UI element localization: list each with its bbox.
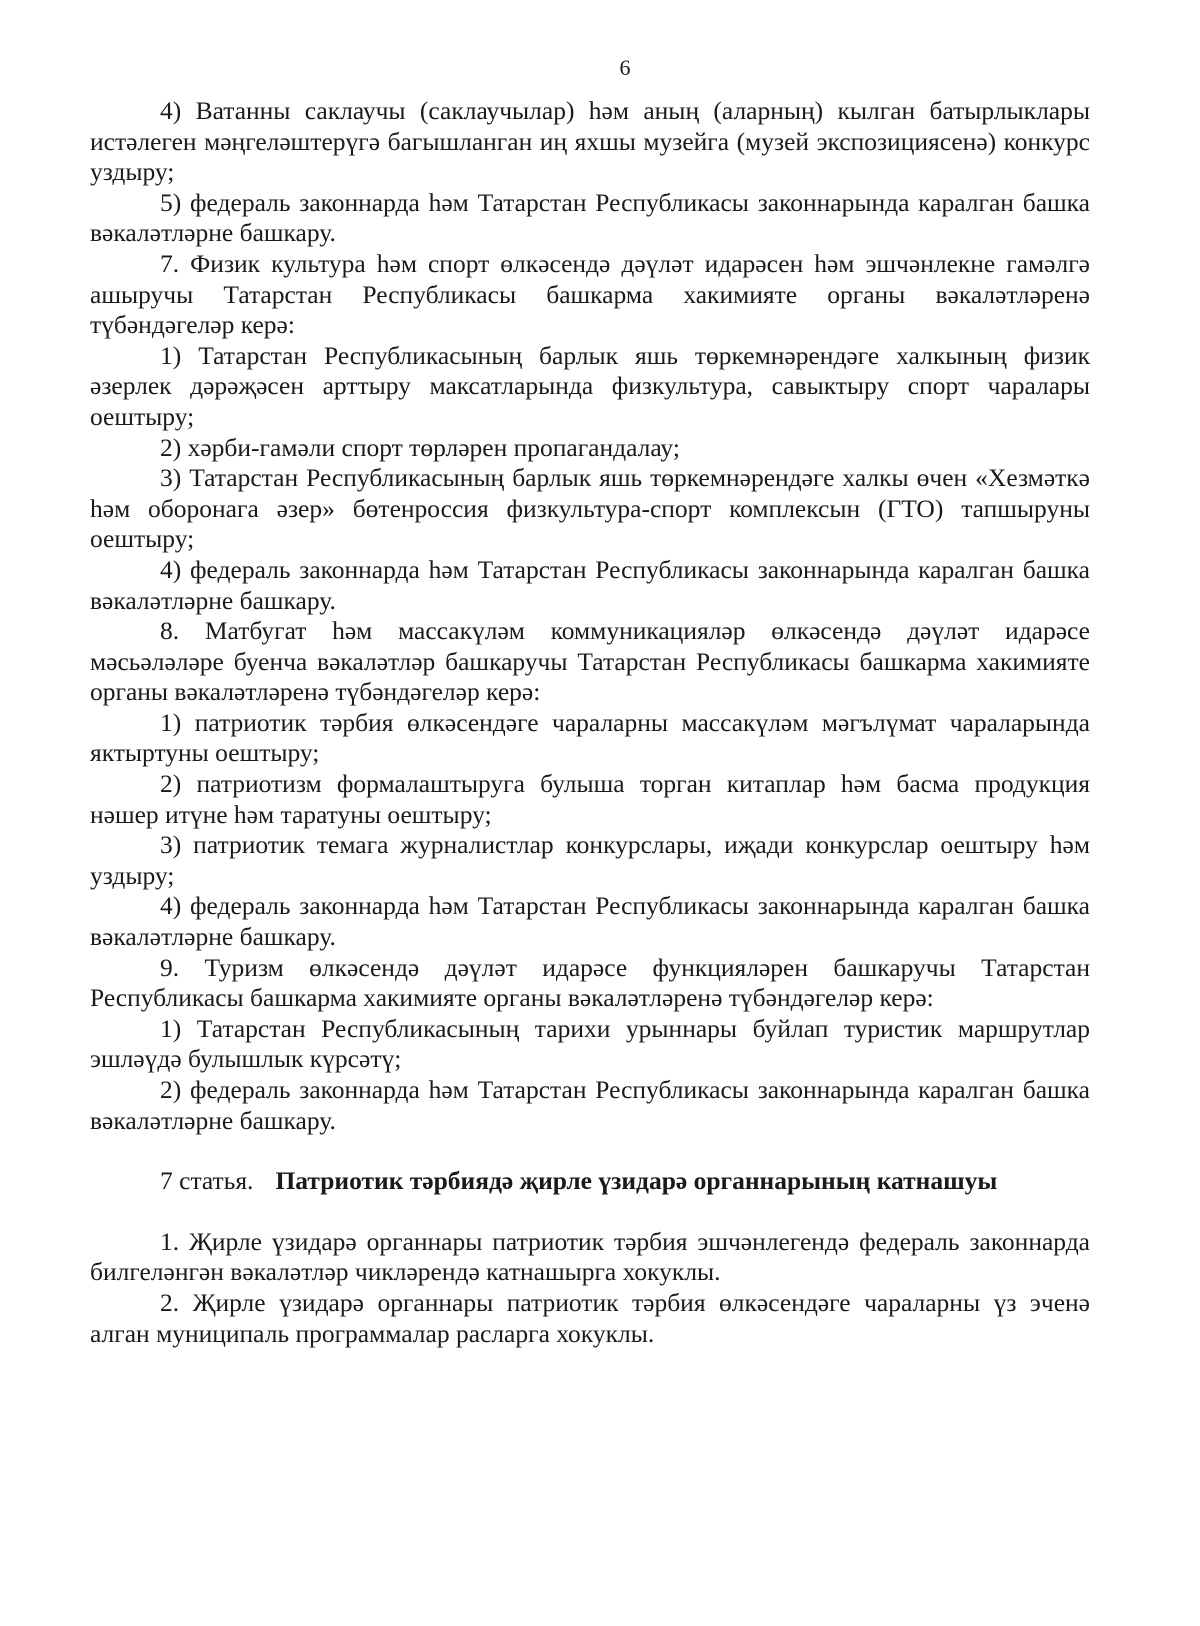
paragraph: 4) федераль законнарда һәм Татарстан Республикасы законнарында каралган башка вәкаләтләрне башкару. xyxy=(90,891,1090,952)
paragraph: 2) хәрби-гамәли спорт төрләрен пропагандалау; xyxy=(160,432,680,462)
paragraph: 2) федераль законнарда һәм Татарстан Республикасы законнарында каралган башка вәкаләтләрне башкару. xyxy=(90,1075,1090,1135)
paragraph: 7. Физик культура һәм спорт өлкәсендә дәүләт идарәсен һәм эшчәнлекне гамәлгә ашыручы Татарстан Республикасы башкарма хакимияте органы вәкаләтләренә түбәндәгеләр керә: xyxy=(90,248,1090,340)
article-number: 7 статья. xyxy=(160,1166,254,1196)
paragraph: 1) Татарстан Республикасының барлык яшь төркемнәрендәге халкының физик әзерлек дәрәҗәсен арттыру максатларында физкультура, савыктыру спорт чаралары оештыру; xyxy=(90,340,1090,431)
paragraph: 2) патриотизм формалаштыруга булыша торган китаплар һәм басма продукция нәшер итүне һәм таратуны оештыру; xyxy=(90,769,1090,829)
page-number: 6 xyxy=(619,55,631,80)
paragraph: 1) патриотик тәрбия өлкәсендәге чараларны массакүләм мәгълүмат чараларында яктыртуны оештыру; xyxy=(90,707,1090,768)
article-title: Патриотик тәрбиядә җирле үзидарә органнарының катнашуы xyxy=(275,1166,998,1196)
paragraph: 3) патриотик темага журналистлар конкурслары, иҗади конкурслар оештыру һәм уздыру; xyxy=(90,830,1090,890)
document-body xyxy=(90,96,1090,1349)
paragraph: 5) федераль законнарда һәм Татарстан Республикасы законнарында каралган башка вәкаләтләрне башкару. xyxy=(90,187,1090,248)
paragraph: 4) Ватанны саклаучы (саклаучылар) һәм аның (аларның) кылган батырлыклары истәлеген мәңгеләштерүгә багышланган иң яхшы музейга (музей экспозициясенә) конкурс уздыру; xyxy=(90,96,1090,187)
paragraph: 4) федераль законнарда һәм Татарстан Республикасы законнарында каралган башка вәкаләтләрне башкару. xyxy=(90,554,1090,615)
paragraph: 1. Җирле үзидарә органнары патриотик тәрбия эшчәнлегендә федераль законнарда билгеләнгән вәкаләтләр чикләрендә катнашырга хокуклы. xyxy=(90,1226,1090,1287)
paragraph: 3) Татарстан Республикасының барлык яшь төркемнәрендәге халкы өчен «Хезмәткә һәм оборонага әзер» бөтенроссия физкультура-спорт комплексын (ГТО) тапшыруны оештыру; xyxy=(90,463,1090,554)
article-heading xyxy=(90,1166,1090,1197)
paragraph: 1) Татарстан Республикасының тарихи урыннары буйлап туристик маршрутлар эшләүдә булышлык күрсәтү; xyxy=(90,1013,1090,1074)
paragraph: 2. Җирле үзидарә органнары патриотик тәрбия өлкәсендәге чараларны үз эченә алган муниципаль программалар расларга хокуклы. xyxy=(90,1287,1090,1348)
paragraph: 9. Туризм өлкәсендә дәүләт идарәсе функцияләрен башкаручы Татарстан Республикасы башкарма хакимияте органы вәкаләтләренә түбәндәгеләр керә: xyxy=(90,952,1090,1013)
paragraph: 8. Матбугат һәм массакүләм коммуникацияләр өлкәсендә дәүләт идарәсе мәсьәләләре буенча вәкаләтләр башкаручы Татарстан Республикасы башкарма хакимияте органы вәкаләтләренә түбәндәгеләр керә: xyxy=(90,616,1090,707)
